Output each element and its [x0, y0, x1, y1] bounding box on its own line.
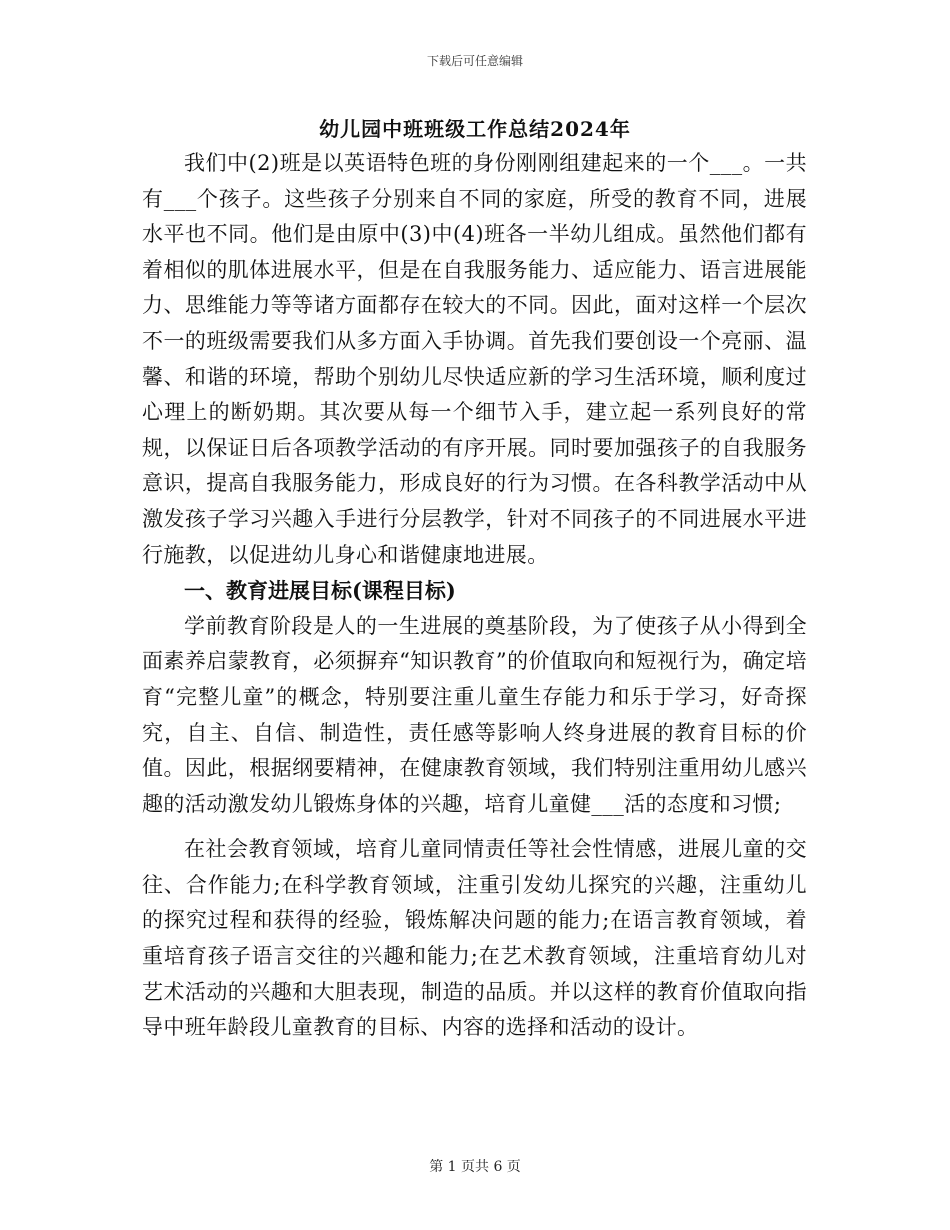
document-title: 幼儿园中班班级工作总结2024年 [319, 117, 631, 141]
body-paragraph: 在社会教育领域，培育儿童同情责任等社会性情感，进展儿童的交往、合作能力;在科学教育领域，注重引发幼儿探究的兴趣，注重幼儿的探究过程和获得的经验，锻炼解决问题的能力;在语言教育领域，着重培育孩子语言交往的兴趣和能力;在艺术教育领域，注重培育幼儿对艺术活动的兴趣和大胆表现，制造的品质。并以这样的教育价值取向指导中班年龄段儿童教育的目标、内容的选择和活动的设计。 [142, 837, 807, 1040]
intro-paragraph: 我们中(2)班是以英语特色班的身份刚刚组建起来的一个___。一共有___个孩子。这些孩子分别来自不同的家庭，所受的教育不同，进展水平也不同。他们是由原中(3)中(4)班各一半幼儿组成。虽然他们都有着相似的肌体进展水平，但是在自我服务能力、适应能力、语言进展能力、思维能力等等诸方面都存在较大的不同。因此，面对这样一个层次不一的班级需要我们从多方面入手协调。首先我们要创设一个亮丽、温馨、和谐的环境，帮助个别幼儿尽快适应新的学习生活环境，顺利度过心理上的断奶期。其次要从每一个细节入手，建立起一系列良好的常规，以保证日后各项教学活动的有序开展。同时要加强孩子的自我服务意识，提高自我服务能力，形成良好的行为习惯。在各科教学活动中从激发孩子学习兴趣入手进行分层教学，针对不同孩子的不同进展水平进行施教，以促进幼儿身心和谐健康地进展。 [142, 151, 807, 567]
paragraph-gap [142, 822, 807, 832]
section-heading: 一、教育进展目标(课程目标) [184, 578, 456, 604]
page-footer: 第 1 页共 6 页 [429, 1159, 521, 1175]
header-note: 下载后可任意编辑 [426, 54, 523, 68]
body-paragraph: 学前教育阶段是人的一生进展的奠基阶段，为了使孩子从小得到全面素养启蒙教育，必须摒弃“知识教育”的价值取向和短视行为，确定培育“完整儿童”的概念，特别要注重儿童生存能力和乐于学习，好奇探究，自主、自信、制造性，责任感等影响人终身进展的教育目标的价值。因此，根据纲要精神，在健康教育领域，我们特别注重用幼儿感兴趣的活动激发幼儿锻炼身体的兴趣，培育儿童健___活的态度和习惯; [142, 613, 807, 816]
document-body [142, 146, 807, 1046]
